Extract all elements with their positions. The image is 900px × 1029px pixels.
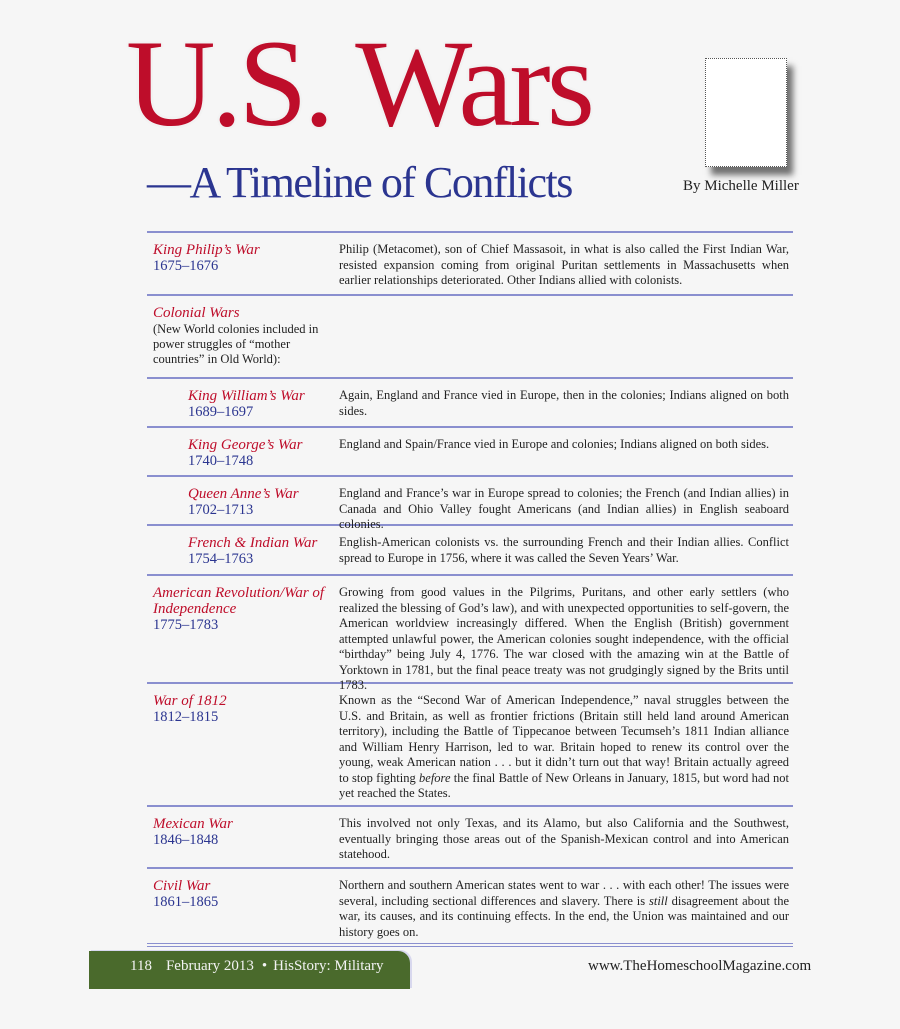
page-subtitle: —A Timeline of Conflicts	[147, 158, 572, 207]
war-years: 1846–1848	[153, 832, 219, 848]
war-name: King Philip’s War	[153, 242, 260, 258]
war-name: Colonial Wars	[153, 305, 240, 321]
war-timeline	[147, 231, 793, 947]
timeline-row	[147, 576, 793, 692]
war-description: Philip (Metacomet), son of Chief Massasoit, in what is also called the First Indian War, resisted expansion coming from original Puritan settlements in Massachusetts when earlier relationships deteriorated. Other Indians allied with colonists.	[339, 242, 789, 287]
war-name: King George’s War	[188, 437, 303, 453]
author-byline: By Michelle Miller	[683, 178, 799, 194]
timeline-row	[147, 477, 793, 531]
war-years: 1775–1783	[153, 617, 219, 633]
timeline-row	[147, 526, 793, 576]
timeline-row	[147, 379, 793, 428]
war-description: Northern and southern American states went to war . . . with each other! The issues were several, including sectional differences and slavery. There is still disagreement about the war, its causes, and its continuing effects. In the end, the Union was maintained and our history goes on.	[339, 878, 790, 939]
war-years: 1754–1763	[188, 551, 254, 567]
timeline-row	[147, 684, 793, 807]
war-name: War of 1812	[153, 693, 227, 709]
war-description: England and Spain/France vied in Europe and colonies; Indians aligned on both sides.	[339, 437, 770, 451]
timeline-row	[147, 807, 793, 869]
war-name: Mexican War	[153, 816, 233, 832]
timeline-row	[147, 296, 793, 379]
page-number: 118	[130, 958, 152, 974]
war-years: 1702–1713	[188, 502, 254, 518]
war-description: England and France’s war in Europe spread to colonies; the French (and Indian allies) in Canada and Ohio Valley fought Americans (and Indian allies) in English seaboard colonies.	[339, 486, 789, 531]
war-description: English-American colonists vs. the surrounding French and their Indian allies. Conflict spread to Europe in 1756, where it was called the Seven Years’ War.	[339, 535, 789, 565]
war-name: King William’s War	[188, 388, 305, 404]
war-years: 1812–1815	[153, 709, 219, 725]
issue-date: February 2013	[165, 958, 254, 974]
section-name: HisStory: Military	[273, 958, 384, 974]
war-note: (New World colonies included in power struggles of “mother countries” in Old World):	[153, 322, 319, 366]
bullet-separator: •	[261, 958, 268, 974]
timeline-row	[147, 233, 793, 296]
timeline-row	[147, 428, 793, 477]
war-years: 1675–1676	[153, 258, 219, 274]
war-description: Again, England and France vied in Europe, then in the colonies; Indians aligned on both sides.	[339, 388, 789, 418]
war-name: Civil War	[153, 878, 211, 894]
war-description: This involved not only Texas, and its Alamo, but also California and the Southwest, eventually bringing those areas out of the Spanish-Mexican control and into American statehood.	[339, 816, 789, 861]
war-name: American Revolution/War of Independence	[153, 585, 325, 617]
website-link[interactable]: www.TheHomeschoolMagazine.com	[588, 958, 812, 974]
author-photo	[705, 58, 787, 167]
page-title: U.S. Wars	[126, 15, 591, 152]
war-description: Growing from good values in the Pilgrims, Puritans, and other early settlers (who realized the blessing of God’s law), and with unexpected opportunities to self-govern, the American worldview increasingly differed. When the English (British) government attempted unlawful power, the American colonies sought independence, with the official “birthday” being July 4, 1776. The war closed with the amazing win at the Battle of Yorktown in 1781, but the final peace treaty was not grudgingly signed by the Brits until 1783.	[339, 585, 789, 692]
timeline-row	[147, 869, 793, 947]
war-description: Known as the “Second War of American Independence,” naval struggles between the U.S. and Britain, as well as frontier frictions (Britain still held land around American territory), including the Battle of Tippecanoe between Tecumseh’s 1811 Indian alliance and William Henry Harrison, led to war. Britain hoped to renew its control over the young, weak American nation . . . but it didn’t turn out that way! Britain actually agreed to stop fighting before the final Battle of New Orleans in January, 1815, but word had not yet reached the States.	[339, 693, 789, 800]
footer-info	[130, 958, 398, 975]
war-name: French & Indian War	[188, 535, 318, 551]
war-years: 1740–1748	[188, 453, 254, 469]
war-years: 1689–1697	[188, 404, 254, 420]
war-name: Queen Anne’s War	[188, 486, 299, 502]
war-years: 1861–1865	[153, 894, 219, 910]
